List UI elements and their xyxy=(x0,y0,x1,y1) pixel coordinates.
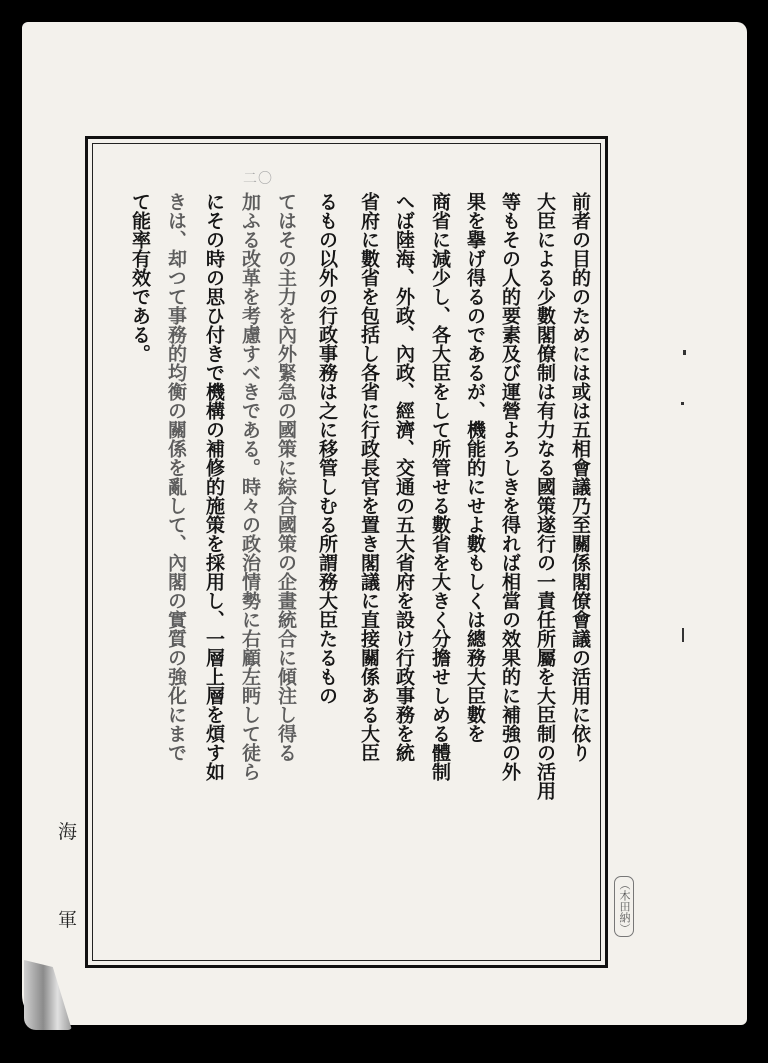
publisher-mark: （木田納） xyxy=(614,876,634,937)
ink-speck xyxy=(683,350,686,355)
ink-speck xyxy=(681,402,684,405)
ink-speck xyxy=(682,628,684,642)
page-number: 二〇 xyxy=(243,171,273,187)
text-column-11: にその時の思ひ付きで機構の補修的施策を採用し、一層上層を煩す如 xyxy=(203,192,225,781)
text-column-12: きは、却つて事務的均衡の關係を亂して、內閣の實質の強化にまで xyxy=(165,192,187,762)
text-column-13: て能率有效である。 xyxy=(129,192,151,363)
text-column-5: 商省に減少し、各大臣をして所管せる數省を大きく分擔せしめる體制 xyxy=(429,192,451,781)
text-column-2: 大臣による少數閣僚制は有力なる國策遂行の一責任所屬を大臣制の活用 xyxy=(534,192,556,800)
text-column-8: るもの以外の行政事務は之に移管しむる所謂務大臣たるもの xyxy=(316,192,338,705)
side-label-char-1: 海 xyxy=(58,821,78,843)
side-label-char-2: 軍 xyxy=(58,909,78,931)
text-column-6: へば陸海、外政、內政、經濟、交通の五大省府を設け行政事務を統 xyxy=(393,192,415,762)
text-column-9: てはその主力を內外緊急の國策に綜合國策の企畫統合に傾注し得る xyxy=(275,192,297,762)
text-column-3: 等もその人的要素及び運營よろしきを得れば相當の效果的に補強の外 xyxy=(499,192,521,781)
text-column-4: 果を擧げ得るのであるが、機能的にせよ數もしくは總務大臣數を xyxy=(464,192,486,743)
text-column-1: 前者の目的のためには或は五相會議乃至關係閣僚會議の活用に依り xyxy=(569,192,591,762)
text-column-10: 加ふる改革を考慮すべきである。時々の政治情勢に右顧左眄して徒ら xyxy=(239,192,261,781)
text-column-7: 省府に數省を包括し各省に行政長官を置き閣議に直接關係ある大臣 xyxy=(358,192,380,762)
